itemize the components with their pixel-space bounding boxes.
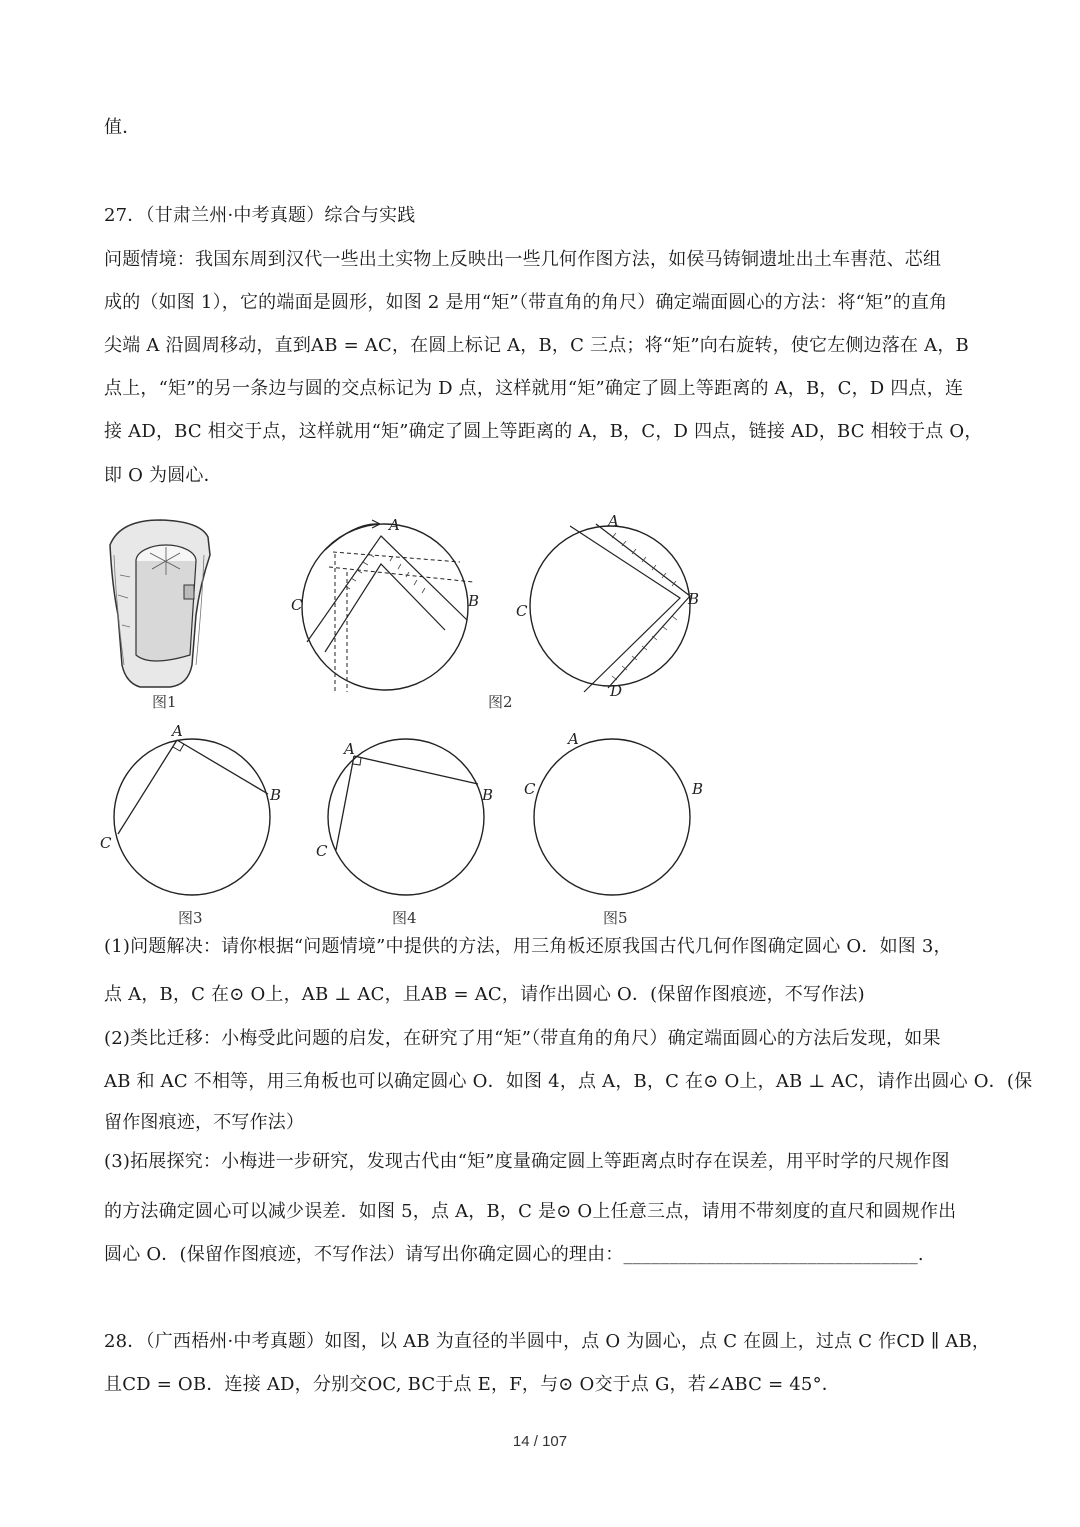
q27-intro-line: 接 AD，BC 相交于点，这样就用“矩”确定了圆上等距离的 A，B，C，D 四点，链接 AD，BC 相较于点 O， bbox=[104, 421, 983, 442]
figure-5-diagram bbox=[520, 722, 720, 902]
label-A: A bbox=[568, 730, 579, 748]
label-B: B bbox=[692, 780, 704, 798]
q27-part-line: (2)类比迁移：小梅受此问题的启发，在研究了用“矩”（带直角的角尺）确定端面圆心的方法后发现，如果 bbox=[104, 1028, 941, 1049]
label-B: B bbox=[688, 590, 700, 608]
label-C: C bbox=[516, 602, 528, 620]
figure-4-caption: 图4 bbox=[392, 909, 417, 927]
figure-1-caption: 图1 bbox=[152, 693, 177, 711]
q27-part-line: 圆心 O．(保留作图痕迹，不写作法）请写出你确定圆心的理由：________________________________. bbox=[104, 1244, 924, 1265]
q27-intro-line: 问题情境：我国东周到汉代一些出土实物上反映出一些几何作图方法，如侯马铸铜遗址出土车軎范、芯组 bbox=[104, 249, 942, 270]
label-B: B bbox=[270, 786, 282, 804]
figure-2-diagram bbox=[285, 512, 485, 697]
q27-title: 27．（甘肃兰州·中考真题）综合与实践 bbox=[104, 205, 416, 226]
figure-2-caption: 图2 bbox=[488, 693, 513, 711]
q27-intro-line: 成的（如图 1），它的端面是圆形，如图 2 是用“矩”（带直角的角尺）确定端面圆心的方法：将“矩”的直角 bbox=[104, 292, 948, 313]
top-fragment: 值． bbox=[104, 117, 141, 138]
q27-intro-line: 即 O 为圆心． bbox=[104, 465, 222, 486]
figure-2-ruler-diagram bbox=[512, 512, 712, 697]
label-D: D bbox=[610, 682, 623, 697]
q27-intro-line: 点上，“矩”的另一条边与圆的交点标记为 D 点，这样就用“矩”确定了圆上等距离的 A，B，C，D 四点，连 bbox=[104, 378, 964, 399]
q27-intro-line: 尖端 A 沿圆周移动，直到AB = AC，在圆上标记 A，B，C 三点；将“矩”向右旋转，使它左侧边落在 A，B bbox=[104, 335, 969, 356]
q27-part-line: AB 和 AC 不相等，用三角板也可以确定圆心 O．如图 4，点 A，B，C 在⊙ O上，AB ⊥ AC，请作出圆心 O．(保 bbox=[104, 1071, 1033, 1092]
label-C: C bbox=[100, 834, 112, 852]
figure-4-diagram bbox=[312, 722, 512, 902]
label-B: B bbox=[482, 786, 494, 804]
q28-line: 28．（广西梧州·中考真题）如图，以 AB 为直径的半圆中，点 O 为圆心，点 C 在圆上，过点 C 作CD ∥ AB， bbox=[104, 1331, 991, 1352]
label-A: A bbox=[172, 722, 183, 740]
page-number: 14 / 107 bbox=[512, 1433, 568, 1450]
q27-part-line: 点 A，B，C 在⊙ O上，AB ⊥ AC，且AB = AC，请作出圆心 O．(保留作图痕迹，不写作法) bbox=[104, 984, 865, 1005]
figure-5-caption: 图5 bbox=[603, 909, 628, 927]
q27-part-line: (1)问题解决：请你根据“问题情境”中提供的方法，用三角板还原我国古代几何作图确定圆心 O．如图 3， bbox=[104, 936, 952, 957]
q27-part-line: 的方法确定圆心可以减少误差．如图 5，点 A，B，C 是⊙ O上任意三点，请用不带刻度的直尺和圆规作出 bbox=[104, 1201, 957, 1222]
figure-3-caption: 图3 bbox=[178, 909, 203, 927]
label-A: A bbox=[344, 740, 355, 758]
label-C: C bbox=[316, 842, 328, 860]
figure-1-artifact bbox=[100, 515, 220, 695]
q27-part-line: 留作图痕迹，不写作法） bbox=[104, 1112, 305, 1133]
label-B: B bbox=[468, 592, 480, 610]
figure-3-diagram bbox=[98, 722, 298, 902]
label-A: A bbox=[608, 512, 619, 530]
q28-line: 且CD = OB．连接 AD，分别交OC, BC于点 E，F，与⊙ O交于点 G，若∠ABC = 45°． bbox=[104, 1374, 840, 1395]
q27-part-line: (3)拓展探究：小梅进一步研究，发现古代由“矩”度量确定圆上等距离点时存在误差，用平时学的尺规作图 bbox=[104, 1151, 950, 1172]
label-C: C bbox=[524, 780, 536, 798]
label-C: C bbox=[291, 596, 303, 614]
label-A: A bbox=[389, 516, 400, 534]
